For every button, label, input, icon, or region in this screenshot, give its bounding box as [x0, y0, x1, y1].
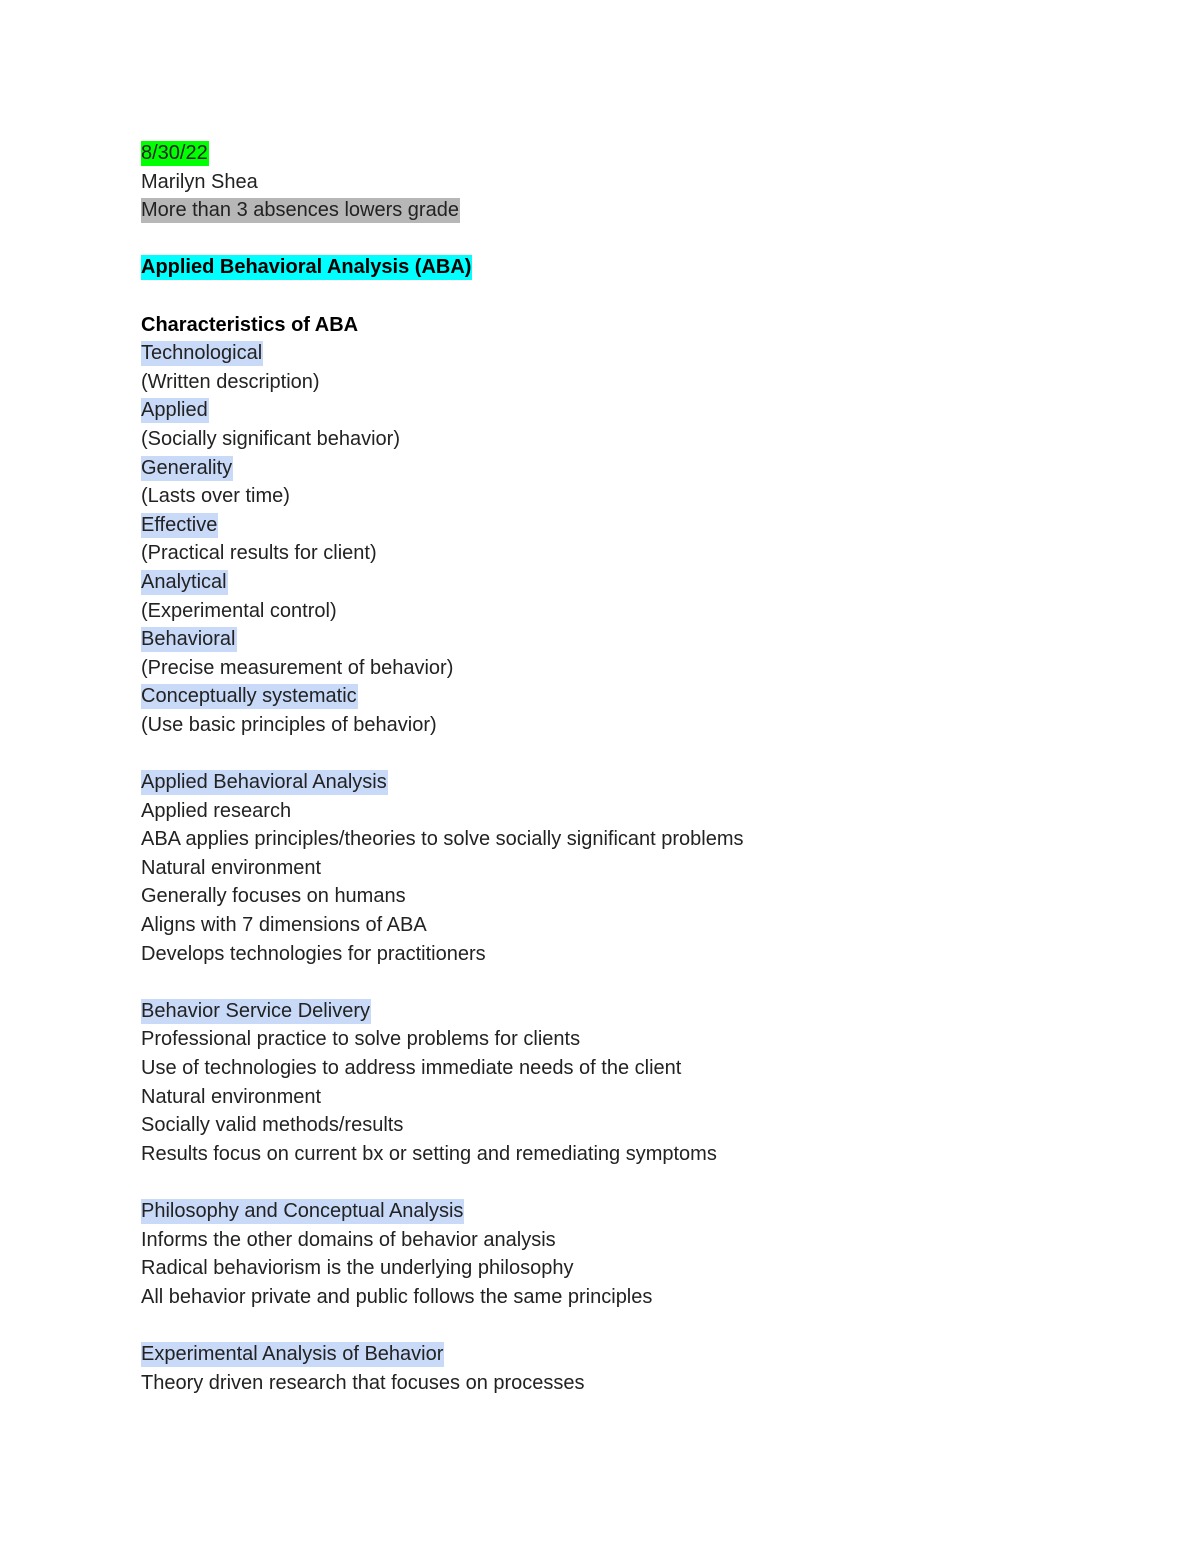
section-line: Use of technologies to address immediate needs of the client — [141, 1057, 682, 1079]
section-line: Develops technologies for practitioners — [141, 942, 486, 965]
spacer — [141, 968, 1041, 997]
section-heading: Behavior Service Delivery — [141, 999, 370, 1022]
section-line: Radical behaviorism is the underlying philosophy — [141, 1257, 574, 1280]
section-heading: Applied Behavioral Analysis — [141, 771, 387, 794]
characteristic-term: Generality — [141, 456, 233, 479]
attendance-note: More than 3 absences lowers grade — [141, 199, 459, 222]
characteristic-term: Technological — [141, 342, 263, 365]
characteristics-heading-line — [141, 311, 1041, 340]
characteristic-desc: (Practical results for client) — [141, 542, 377, 565]
section-behavior-service-delivery — [141, 997, 1041, 1169]
date-text: 8/30/22 — [141, 142, 208, 164]
attendance-note-line — [141, 196, 1041, 225]
section-heading-line — [141, 1197, 1041, 1226]
section-heading: Experimental Analysis of Behavior — [141, 1342, 444, 1365]
section-line: Professional practice to solve problems for clients — [141, 1028, 581, 1051]
characteristic-term: Behavioral — [141, 628, 236, 651]
section-line: Applied research — [141, 799, 292, 822]
spacer — [141, 1168, 1041, 1197]
section-line: Socially valid methods/results — [141, 1114, 404, 1137]
section-line: Results focus on current bx or setting and remediating symptoms — [141, 1142, 717, 1165]
section-philosophy-conceptual-analysis — [141, 1197, 1041, 1311]
section-line: Natural environment — [141, 1085, 322, 1108]
section-heading-line — [141, 768, 1041, 797]
section-heading-line — [141, 997, 1041, 1026]
characteristic-desc: (Use basic principles of behavior) — [141, 713, 437, 736]
document-title: Applied Behavioral Analysis (ABA) — [141, 256, 472, 279]
characteristic-term-line — [141, 339, 1041, 368]
characteristic-term: Analytical — [141, 570, 227, 593]
characteristic-desc-line — [141, 654, 1041, 683]
section-line: All behavior private and public follows the same principles — [141, 1285, 653, 1308]
section-experimental-analysis-of-behavior — [141, 1340, 1041, 1397]
characteristic-desc-line — [141, 711, 1041, 740]
characteristic-term-line — [141, 511, 1041, 540]
characteristics-heading: Characteristics of ABA — [141, 313, 359, 336]
author-name: Marilyn Shea — [141, 170, 258, 193]
characteristic-term-line — [141, 682, 1041, 711]
characteristic-desc-line — [141, 597, 1041, 626]
characteristic-term: Effective — [141, 513, 218, 536]
title-line — [141, 253, 1041, 282]
section-heading-line — [141, 1340, 1041, 1369]
author-line — [141, 168, 1041, 197]
spacer — [141, 1311, 1041, 1340]
section-line: Aligns with 7 dimensions of ABA — [141, 914, 427, 937]
date-line — [141, 139, 1041, 168]
spacer — [141, 225, 1041, 254]
characteristic-term: Conceptually systematic — [141, 685, 357, 708]
characteristic-term-line — [141, 396, 1041, 425]
characteristic-desc-line — [141, 368, 1041, 397]
document-page — [141, 139, 1041, 1397]
characteristic-desc: (Written description) — [141, 370, 320, 393]
characteristic-term-line — [141, 625, 1041, 654]
characteristic-term: Applied — [141, 399, 208, 422]
characteristic-desc: (Lasts over time) — [141, 485, 290, 508]
characteristic-term-line — [141, 454, 1041, 483]
characteristic-desc: (Precise measurement of behavior) — [141, 656, 454, 679]
spacer — [141, 282, 1041, 311]
characteristics-list — [141, 339, 1041, 739]
characteristic-desc-line — [141, 539, 1041, 568]
characteristic-desc: (Socially significant behavior) — [141, 427, 401, 450]
section-line: Generally focuses on humans — [141, 885, 406, 908]
spacer — [141, 739, 1041, 768]
section-applied-behavioral-analysis — [141, 768, 1041, 968]
section-heading: Philosophy and Conceptual Analysis — [141, 1199, 464, 1222]
section-line: Theory driven research that focuses on processes — [141, 1371, 585, 1394]
characteristic-desc-line — [141, 482, 1041, 511]
characteristic-desc-line — [141, 425, 1041, 454]
section-line: Informs the other domains of behavior analysis — [141, 1228, 556, 1251]
characteristic-desc: (Experimental control) — [141, 599, 337, 622]
characteristic-term-line — [141, 568, 1041, 597]
section-line: ABA applies principles/theories to solve socially significant problems — [141, 828, 744, 851]
section-line: Natural environment — [141, 856, 322, 879]
